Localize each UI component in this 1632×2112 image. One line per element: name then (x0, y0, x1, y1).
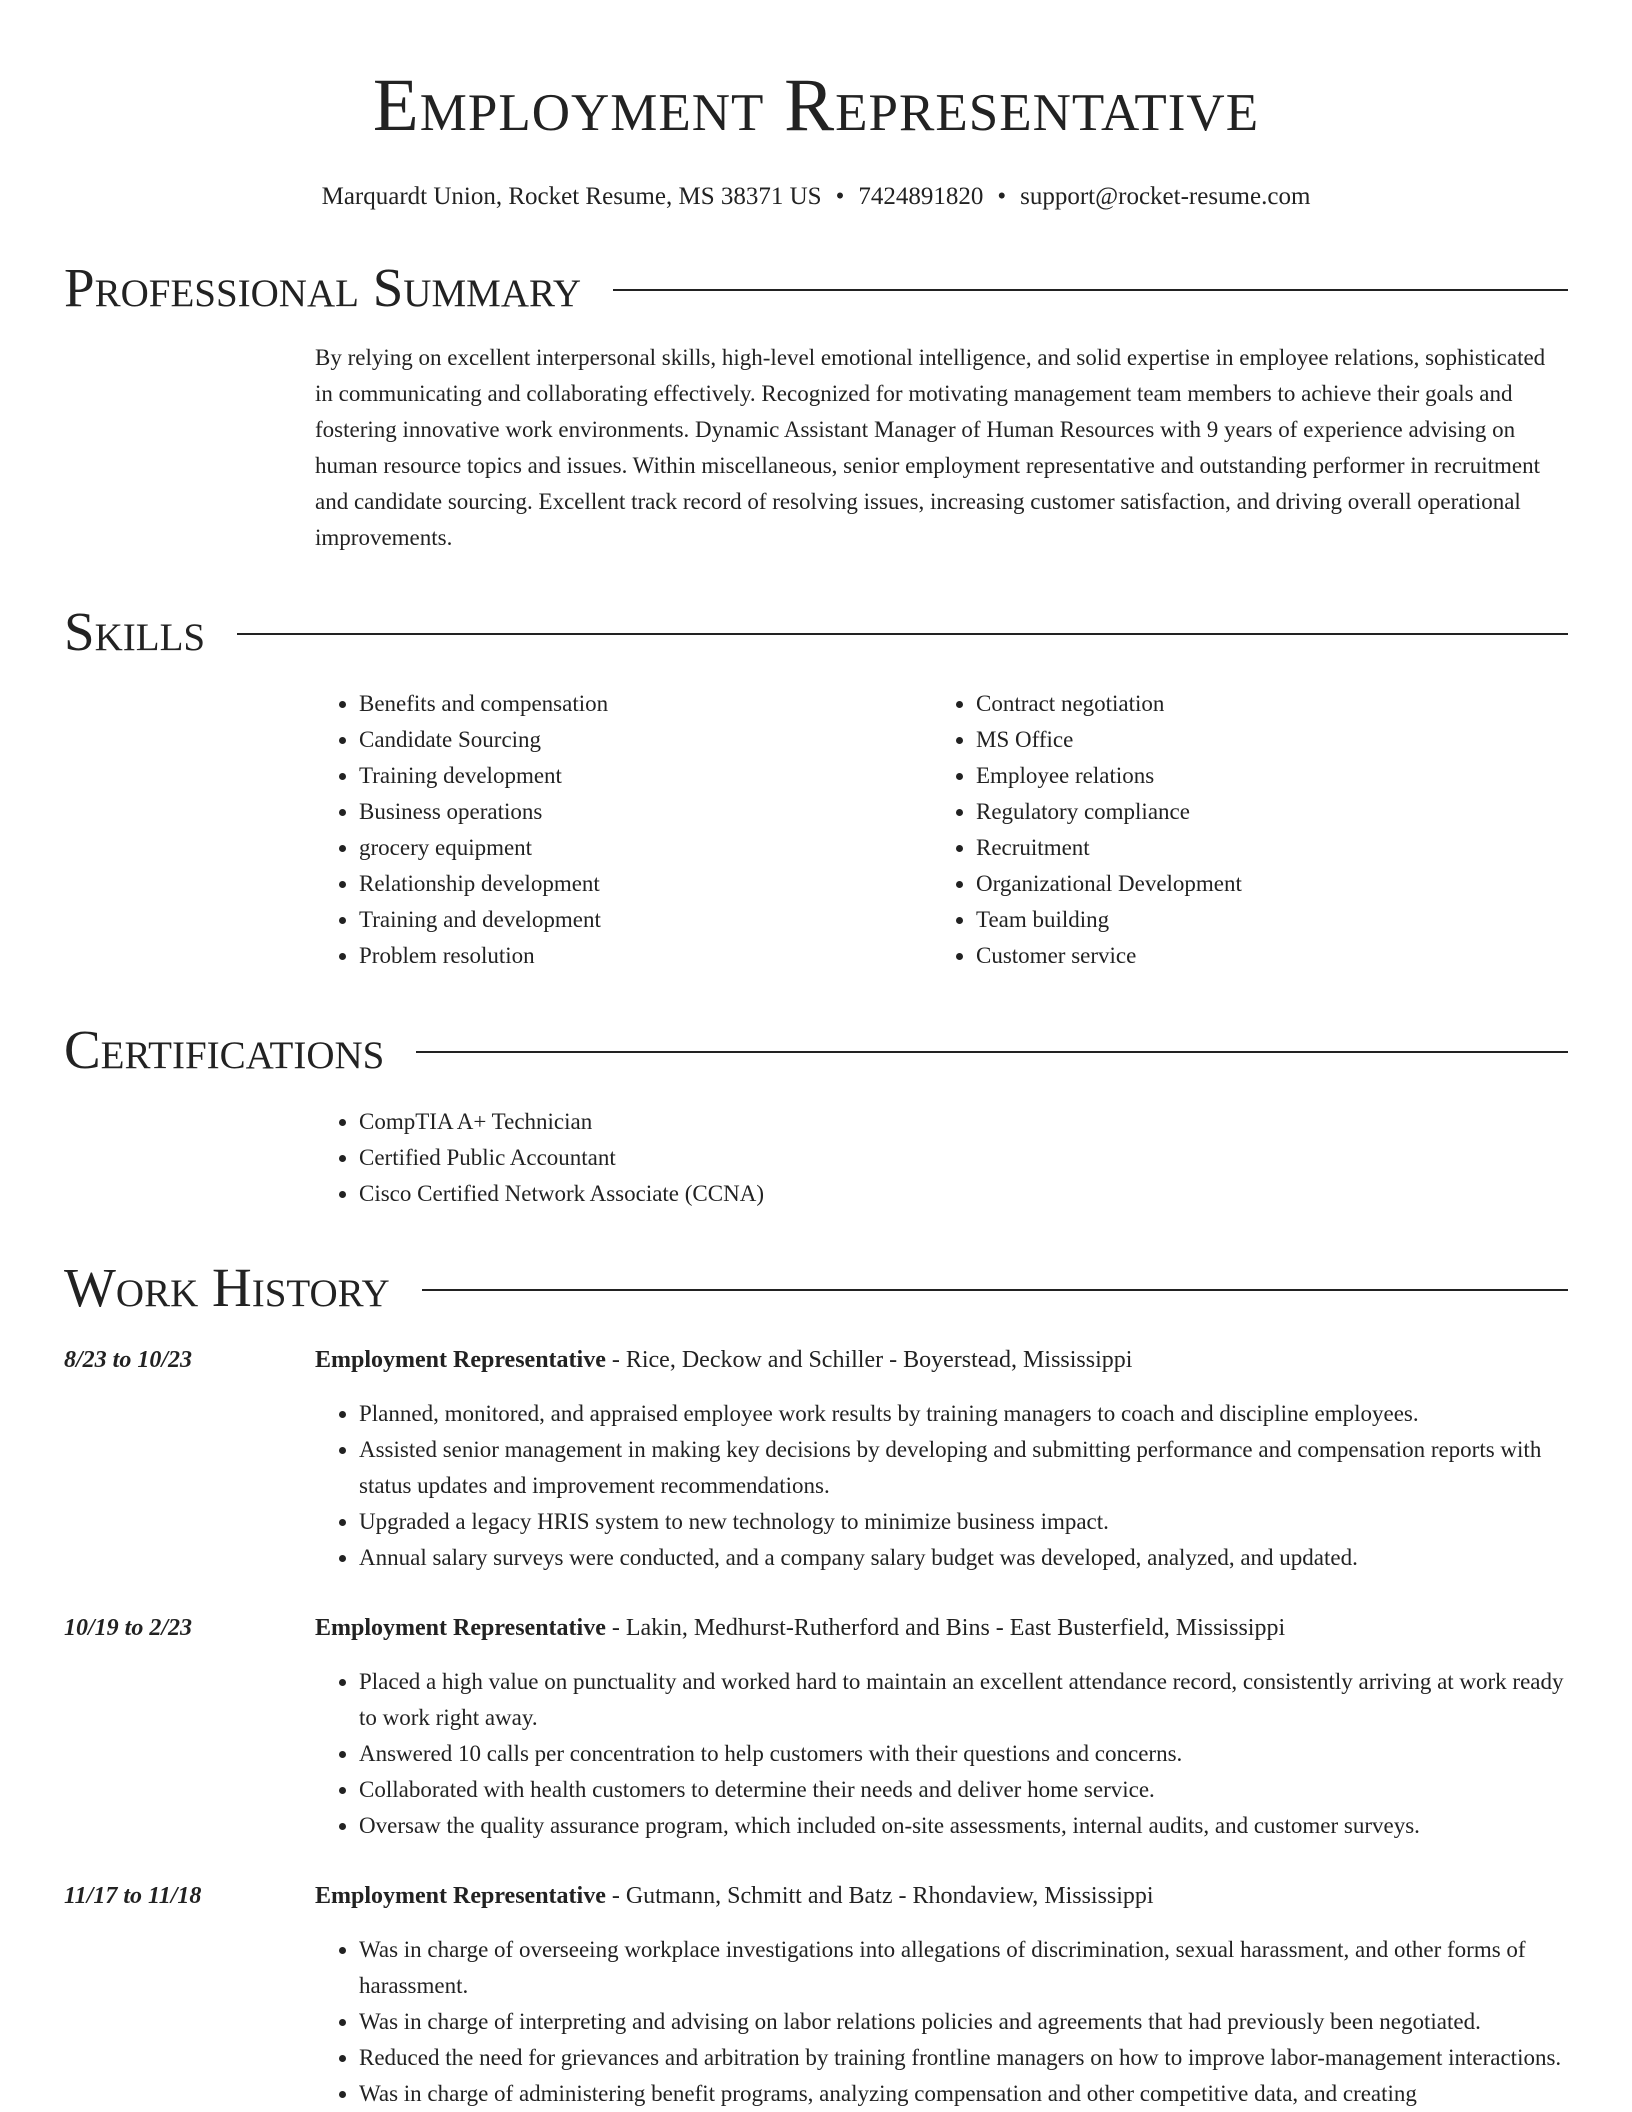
skill-item: • Contract negotiation (976, 686, 1549, 722)
section-divider (422, 1289, 1568, 1291)
job-company: - Gutmann, Schmitt and Batz - Rhondaview, Mississippi (605, 1883, 1154, 1909)
contact-line (64, 182, 1568, 212)
contact-email: support@rocket-resume.com (1020, 183, 1311, 210)
job-entry (64, 1342, 1568, 1576)
certification-item: • Cisco Certified Network Associate (CCNA) (359, 1176, 1568, 1212)
skill-item: • Candidate Sourcing (359, 722, 932, 758)
job-dates: 10/19 to 2/23 (64, 1615, 193, 1641)
job-bullet: • Oversaw the quality assurance program, which included on-site assessments, internal audits, and customer surveys. (359, 1808, 1568, 1844)
job-bullet: • Was in charge of interpreting and advising on labor relations policies and agreements that had previously been negotiated. (359, 2004, 1568, 2040)
job-bullet: • Annual salary surveys were conducted, and a company salary budget was developed, analyzed, and updated. (359, 1540, 1568, 1576)
skills-section-header (64, 600, 1568, 664)
skill-item: • Customer service (976, 938, 1549, 974)
job-entry (64, 1610, 1568, 1844)
job-bullet: • Upgraded a legacy HRIS system to new technology to minimize business impact. (359, 1504, 1568, 1540)
contact-phone: 7424891820 (858, 183, 984, 210)
job-bullet: • Answered 10 calls per concentration to help customers with their questions and concerns. (359, 1736, 1568, 1772)
skill-item: • Organizational Development (976, 866, 1549, 902)
skill-item: • Business operations (359, 794, 932, 830)
summary-text: By relying on excellent interpersonal skills, high-level emotional intelligence, and solid expertise in employee relations, sophisticated in communicating and collaborating effectively. Recognized for motivating management team members to achieve their goals and fostering innovative work environments. Dynamic Assistant Manager of Human Resources with 9 years of experience advising on human resource topics and issues. Within miscellaneous, senior employment representative and outstanding performer in recruitment and candidate sourcing. Excellent track record of resolving issues, increasing customer satisfaction, and driving overall operational improvements. (315, 345, 1546, 550)
certifications-list (315, 1104, 1568, 1212)
job-role: Employment Representative (315, 1615, 606, 1641)
skills-heading: Skills (64, 601, 206, 662)
job-body (315, 1610, 1568, 1844)
section-divider (613, 289, 1568, 291)
certification-item: • CompTIA A+ Technician (359, 1104, 1568, 1140)
job-company: - Rice, Deckow and Schiller - Boyerstead, Mississippi (605, 1347, 1133, 1373)
job-title-line (315, 1342, 1568, 1378)
job-bullet: • Placed a high value on punctuality and worked hard to maintain an excellent attendance record, consistently arriving at work ready to work right away. (359, 1664, 1568, 1736)
job-bullet: • Collaborated with health customers to determine their needs and deliver home service. (359, 1772, 1568, 1808)
contact-address: Marquardt Union, Rocket Resume, MS 38371 US (321, 183, 822, 210)
job-entry (64, 1878, 1568, 2112)
job-bullet: • Assisted senior management in making key decisions by developing and submitting performance and compensation reports with status updates and improvement recommendations. (359, 1432, 1568, 1504)
skill-item: • Employee relations (976, 758, 1549, 794)
contact-separator: • (997, 183, 1007, 210)
candidate-name: Employment Representative (372, 64, 1260, 147)
certifications-section-header (64, 1018, 1568, 1082)
skill-item: • Training and development (359, 902, 932, 938)
section-divider (237, 633, 1568, 635)
summary-heading: Professional Summary (64, 257, 582, 318)
summary-section-header (64, 256, 1568, 320)
contact-separator: • (835, 183, 845, 210)
skill-item: • MS Office (976, 722, 1549, 758)
job-bullet: • Planned, monitored, and appraised employee work results by training managers to coach and discipline employees. (359, 1396, 1568, 1432)
skills-list (315, 686, 1568, 974)
certification-item: • Certified Public Accountant (359, 1140, 1568, 1176)
skill-item: • Recruitment (976, 830, 1549, 866)
skill-item: • grocery equipment (359, 830, 932, 866)
skill-item: • Relationship development (359, 866, 932, 902)
job-role: Employment Representative (315, 1883, 606, 1909)
job-dates: 11/17 to 11/18 (64, 1883, 202, 1909)
job-body (315, 1342, 1568, 1576)
section-divider (416, 1051, 1568, 1053)
certifications-heading: Certifications (64, 1019, 385, 1080)
skill-item: • Training development (359, 758, 932, 794)
skill-item: • Problem resolution (359, 938, 932, 974)
skill-item: • Benefits and compensation (359, 686, 932, 722)
skills-column-right (932, 686, 1549, 974)
job-dates: 8/23 to 10/23 (64, 1347, 193, 1373)
job-bullet: • Reduced the need for grievances and arbitration by training frontline managers on how to improve labor-management interactions. (359, 2040, 1568, 2076)
job-bullet: • Was in charge of overseeing workplace investigations into allegations of discrimination, sexual harassment, and other forms of harassment. (359, 1932, 1568, 2004)
work-history-section-header (64, 1256, 1568, 1320)
skill-item: • Team building (976, 902, 1549, 938)
skill-item: • Regulatory compliance (976, 794, 1549, 830)
job-company: - Lakin, Medhurst-Rutherford and Bins - East Busterfield, Mississippi (605, 1615, 1286, 1641)
resume-page (64, 0, 1568, 2112)
work-history-heading: Work History (64, 1257, 390, 1318)
job-bullet: • Was in charge of administering benefit programs, analyzing compensation and other competitive data, and creating (359, 2076, 1568, 2112)
job-role: Employment Representative (315, 1347, 606, 1373)
job-title-line (315, 1610, 1568, 1646)
skills-column-left (315, 686, 932, 974)
job-title-line (315, 1878, 1568, 1914)
job-body (315, 1878, 1568, 2112)
